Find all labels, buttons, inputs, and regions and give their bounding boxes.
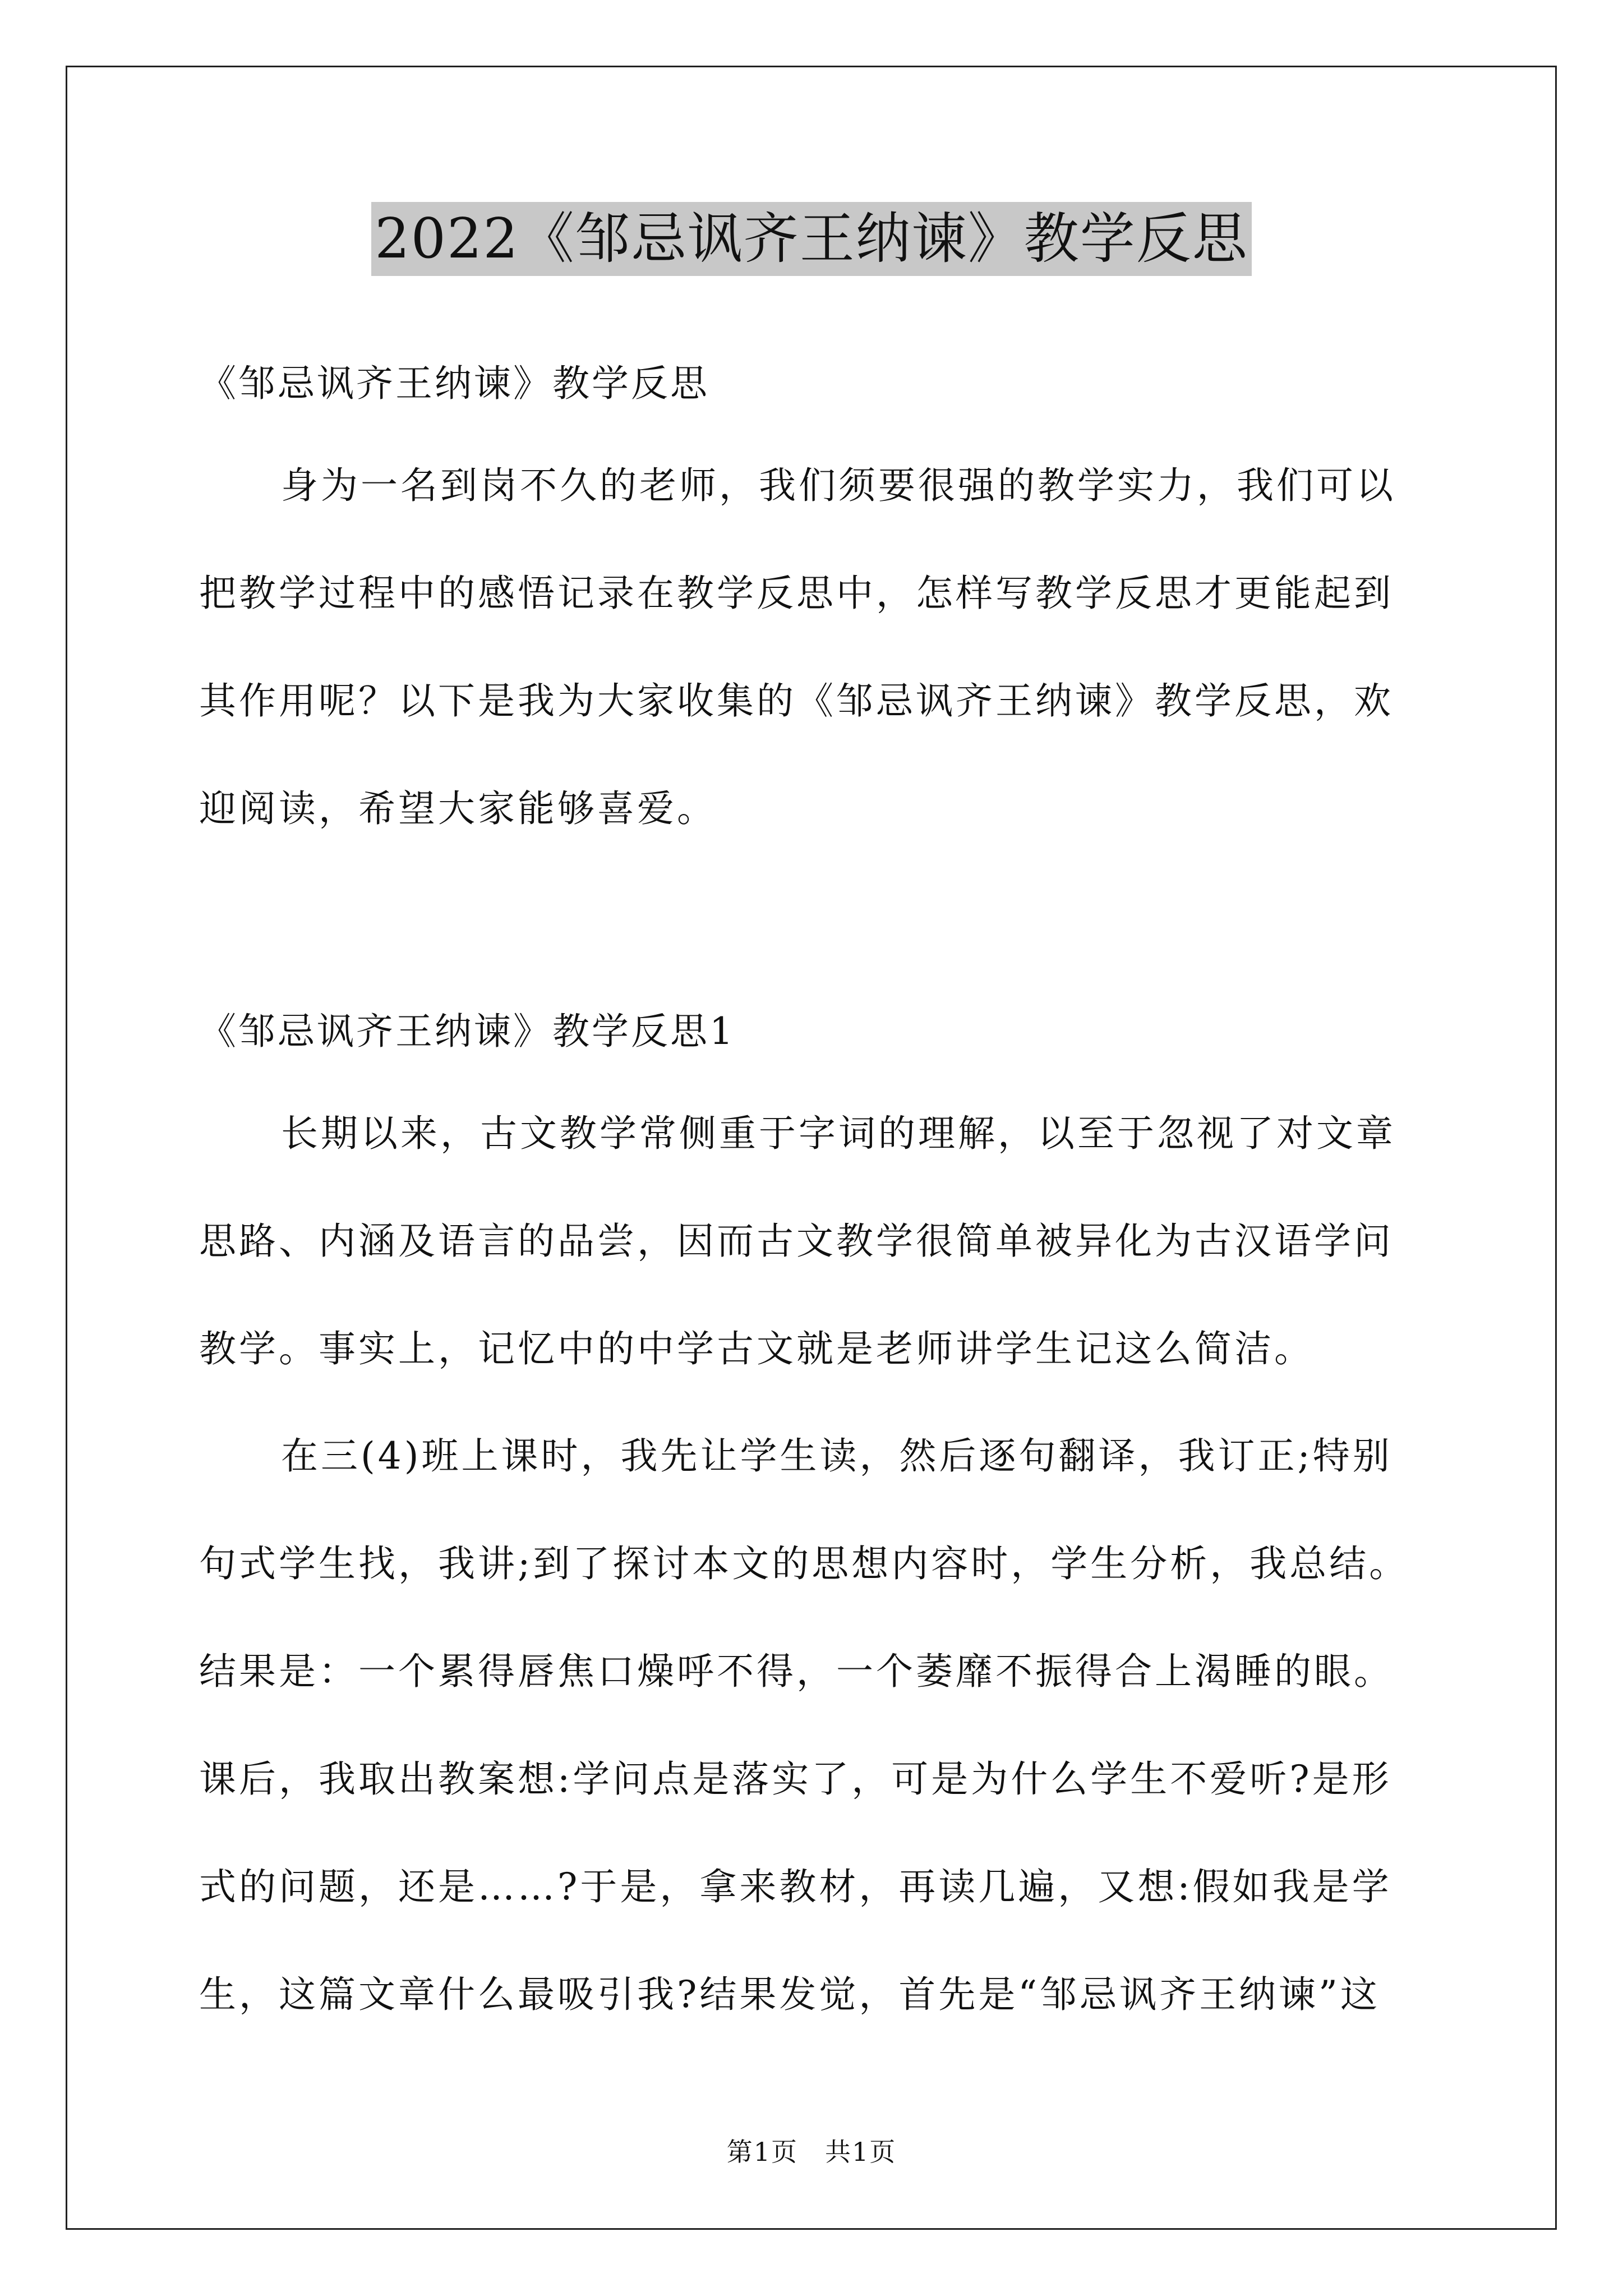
intro-line: 迎阅读，希望大家能够喜爱。	[199, 787, 717, 830]
paragraph-line: 结果是：一个累得唇焦口燥呼不得，一个萎靡不振得合上渴睡的眼。	[199, 1650, 1394, 1693]
intro-line: 身为一名到岗不久的老师，我们须要很强的教学实力，我们可以	[281, 464, 1396, 507]
section1-paragraph-2	[199, 1402, 1450, 2049]
intro-paragraph	[199, 432, 1450, 863]
intro-line: 其作用呢？以下是我为大家收集的《邹忌讽齐王纳谏》教学反思，欢	[199, 679, 1394, 723]
paragraph-line: 在三(4)班上课时，我先让学生读，然后逐句翻译，我订正;特别	[281, 1434, 1393, 1478]
intro-line: 把教学过程中的感悟记录在教学反思中，怎样写教学反思才更能起到	[199, 572, 1394, 615]
paragraph-line: 课后，我取出教案想:学问点是落实了，可是为什么学生不爱听?是形	[199, 1757, 1392, 1801]
section1-paragraph-1	[199, 1080, 1450, 1403]
paragraph-line: 思路、内涵及语言的品尝，因而古文教学很简单被异化为古汉语学问	[199, 1220, 1394, 1263]
paragraph-line: 句式学生找，我讲;到了探讨本文的思想内容时，学生分析，我总结。	[199, 1542, 1409, 1585]
title-container	[0, 202, 1623, 276]
document-title: 2022《邹忌讽齐王纳谏》教学反思	[371, 202, 1251, 276]
paragraph-line: 长期以来，古文教学常侧重于字词的理解，以至于忽视了对文章	[281, 1112, 1396, 1155]
paragraph-line: 教学。事实上，记忆中的中学古文就是老师讲学生记这么简洁。	[199, 1327, 1314, 1370]
document-subtitle: 《邹忌讽齐王纳谏》教学反思	[199, 362, 709, 405]
section-heading: 《邹忌讽齐王纳谏》教学反思1	[199, 1010, 735, 1053]
page-footer: 第1页 共1页	[726, 2137, 897, 2167]
paragraph-line: 生，这篇文章什么最吸引我?结果发觉，首先是“邹忌讽齐王纳谏”这	[199, 1973, 1380, 2016]
paragraph-line: 式的问题，还是……?于是，拿来教材，再读几遍，又想:假如我是学	[199, 1865, 1392, 1908]
